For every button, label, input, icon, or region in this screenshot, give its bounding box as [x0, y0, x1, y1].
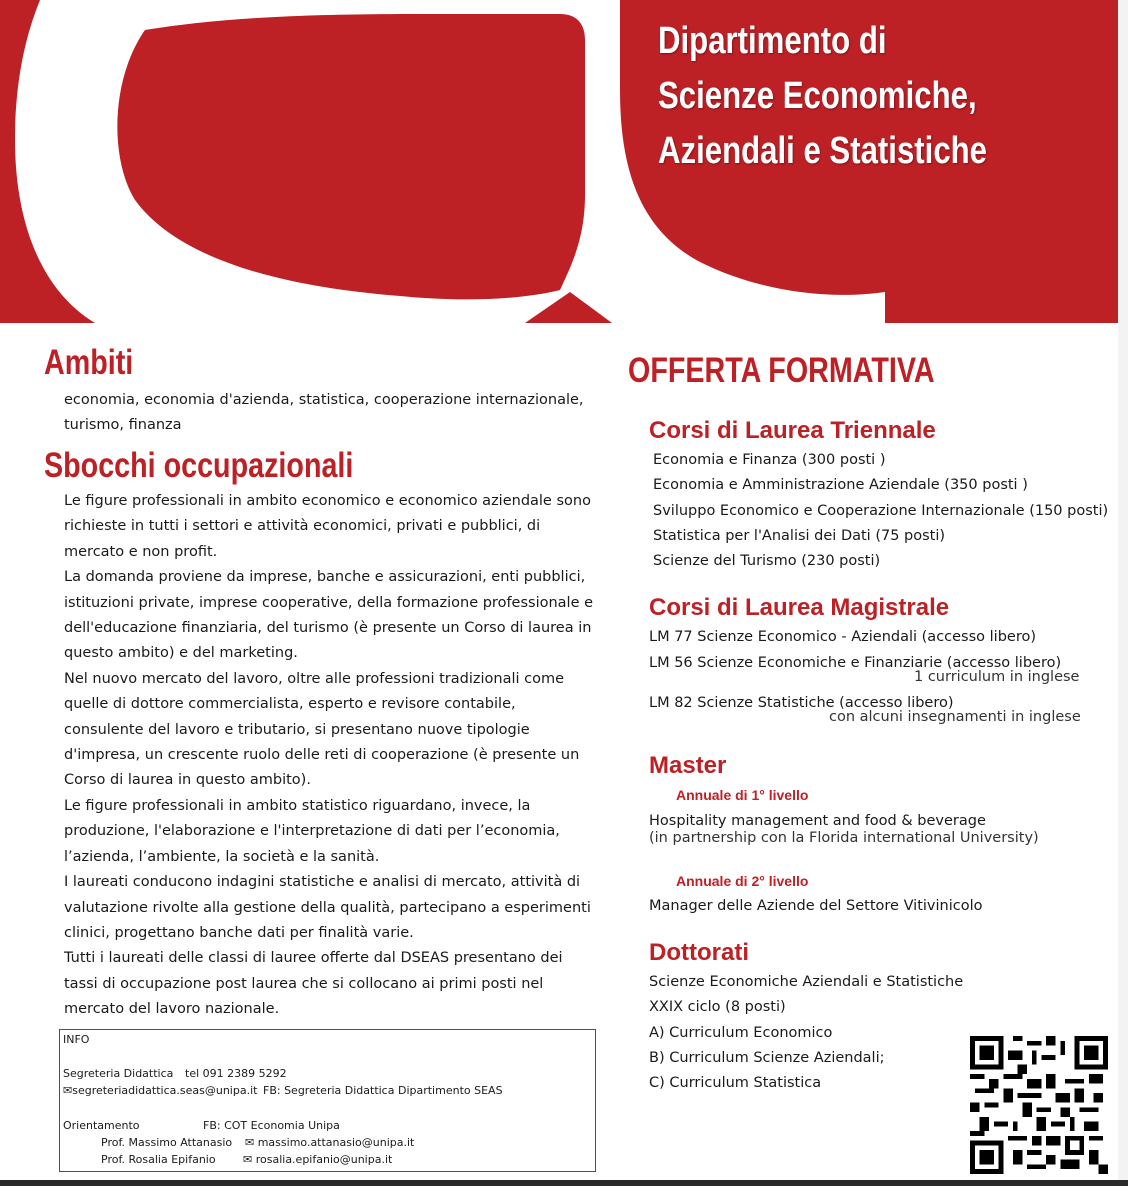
magistrale-item: LM 82 Scienze Statistiche (accesso libero)	[649, 695, 954, 711]
mail-icon: ✉	[245, 1136, 255, 1149]
master-partner: (in partnership con la Florida international University)	[649, 830, 1039, 846]
segreteria-facebook: FB: Segreteria Didattica Dipartimento SEAS	[263, 1084, 503, 1097]
department-title	[658, 14, 1027, 179]
info-box	[59, 1029, 596, 1172]
master-heading: Master	[649, 752, 727, 779]
dottorati-list	[649, 970, 963, 1096]
mail-icon: ✉	[63, 1084, 73, 1097]
ambiti-text: economia, economia d'azienda, statistica, cooperazione internazionale, turismo, finanza	[64, 392, 584, 434]
list-item: Statistica per l'Analisi dei Dati (75 posti)	[653, 527, 946, 544]
contact-email-row	[245, 1134, 414, 1151]
magistrale-note: con alcuni insegnamenti in inglese	[829, 709, 1081, 725]
bottom-border	[0, 1180, 1128, 1186]
sbocchi-paragraph: Nel nuovo mercato del lavoro, oltre alle professioni tradizionali come quelle di dottore commercialista, esperto e revisore contabile, consulente del lavoro e tributario, si presentano nuove tipologie d'impresa, un crescente ruolo delle reti di cooperazione (è presente un Corso di laurea in questo ambito).	[64, 670, 580, 789]
list-item: XXIX ciclo (8 posti)	[649, 999, 786, 1016]
orientamento-label: Orientamento	[63, 1119, 140, 1132]
sbocchi-paragraph: Le figure professionali in ambito economico e economico aziendale sono richieste in tutti i settori e attività economici, privati e pubblici, di mercato e non profit.	[64, 493, 591, 560]
sbocchi-paragraph: Le figure professionali in ambito statistico riguardano, invece, la produzione, l'elaborazione e l'interpretazione di dati per l’economia, l’azienda, l’ambiente, la società e la sanità.	[64, 797, 560, 865]
sbocchi-text	[64, 489, 598, 1023]
dottorati-heading: Dottorati	[649, 939, 749, 966]
list-item: Scienze del Turismo (230 posti)	[653, 553, 881, 570]
header-banner	[0, 0, 1118, 323]
sbocchi-paragraph: La domanda proviene da imprese, banche e assicurazioni, enti pubblici, istituzioni private, imprese cooperative, della formazione professionale e dell'educazione finanziaria, del turismo (è presente un Corso di laurea in questo ambito) e del marketing.	[64, 569, 594, 662]
contact-email-link[interactable]: rosalia.epifanio@unipa.it	[255, 1153, 393, 1166]
contact-name: Prof. Rosalia Epifanio	[101, 1153, 216, 1166]
master-course: Manager delle Aziende del Settore Vitivinicolo	[649, 898, 983, 914]
list-item: Economia e Amministrazione Aziendale (350 posti )	[653, 477, 1028, 494]
contact-email-link[interactable]: massimo.attanasio@unipa.it	[257, 1136, 415, 1149]
segreteria-email-row	[63, 1082, 257, 1099]
master-level-1: Annuale di 1° livello	[676, 787, 809, 803]
master-course: Hospitality management and food & beverage	[649, 813, 986, 829]
contact-email-row	[243, 1151, 392, 1168]
department-title-line: Scienze Economiche,	[658, 75, 977, 117]
triennale-list	[653, 448, 1108, 574]
list-item: Economia e Finanza (300 posti )	[653, 452, 886, 468]
list-item: A) Curriculum Economico	[649, 1024, 833, 1041]
info-label: INFO	[63, 1033, 90, 1046]
department-title-line: Dipartimento di	[658, 20, 887, 62]
qr-code-icon[interactable]	[970, 1036, 1108, 1174]
department-title-line: Aziendali e Statistiche	[658, 130, 988, 172]
segreteria-email-link[interactable]: segreteriadidattica.seas@unipa.it	[72, 1084, 258, 1097]
segreteria-label: Segreteria Didattica	[63, 1067, 174, 1080]
offerta-heading: OFFERTA FORMATIVA	[628, 351, 935, 390]
magistrale-note: 1 curriculum in inglese	[914, 669, 1080, 685]
contact-name: Prof. Massimo Attanasio	[101, 1136, 233, 1149]
right-border	[1118, 0, 1128, 1186]
master-level-2: Annuale di 2° livello	[676, 873, 809, 889]
orientamento-facebook: FB: COT Economia Unipa	[203, 1119, 340, 1132]
sbocchi-paragraph: Tutti i laureati delle classi di lauree offerte dal DSEAS presentano dei tassi di occupazione post laurea che si collocano ai primi posti nel mercato del lavoro nazionale.	[64, 950, 563, 1018]
list-item: B) Curriculum Scienze Aziendali;	[649, 1049, 885, 1066]
segreteria-phone: tel 091 2389 5292	[185, 1067, 287, 1080]
triennale-heading: Corsi di Laurea Triennale	[649, 417, 936, 444]
magistrale-item: LM 56 Scienze Economiche e Finanziarie (accesso libero)	[649, 655, 1062, 671]
list-item: Scienze Economiche Aziendali e Statistiche	[649, 974, 964, 990]
list-item: Sviluppo Economico e Cooperazione Internazionale (150 posti)	[653, 502, 1109, 519]
mail-icon: ✉	[243, 1153, 253, 1166]
sbocchi-heading: Sbocchi occupazionali	[44, 446, 354, 485]
list-item: C) Curriculum Statistica	[649, 1075, 822, 1092]
ambiti-heading: Ambiti	[44, 343, 134, 382]
magistrale-item: LM 77 Scienze Economico - Aziendali (accesso libero)	[649, 629, 1037, 645]
sbocchi-paragraph: I laureati conducono indagini statistiche e analisi di mercato, attività di valutazione rivolte alla gestione della qualità, partecipano a esperimenti clinici, progettano banche dati per finalità varie.	[64, 874, 591, 941]
magistrale-heading: Corsi di Laurea Magistrale	[649, 594, 950, 621]
